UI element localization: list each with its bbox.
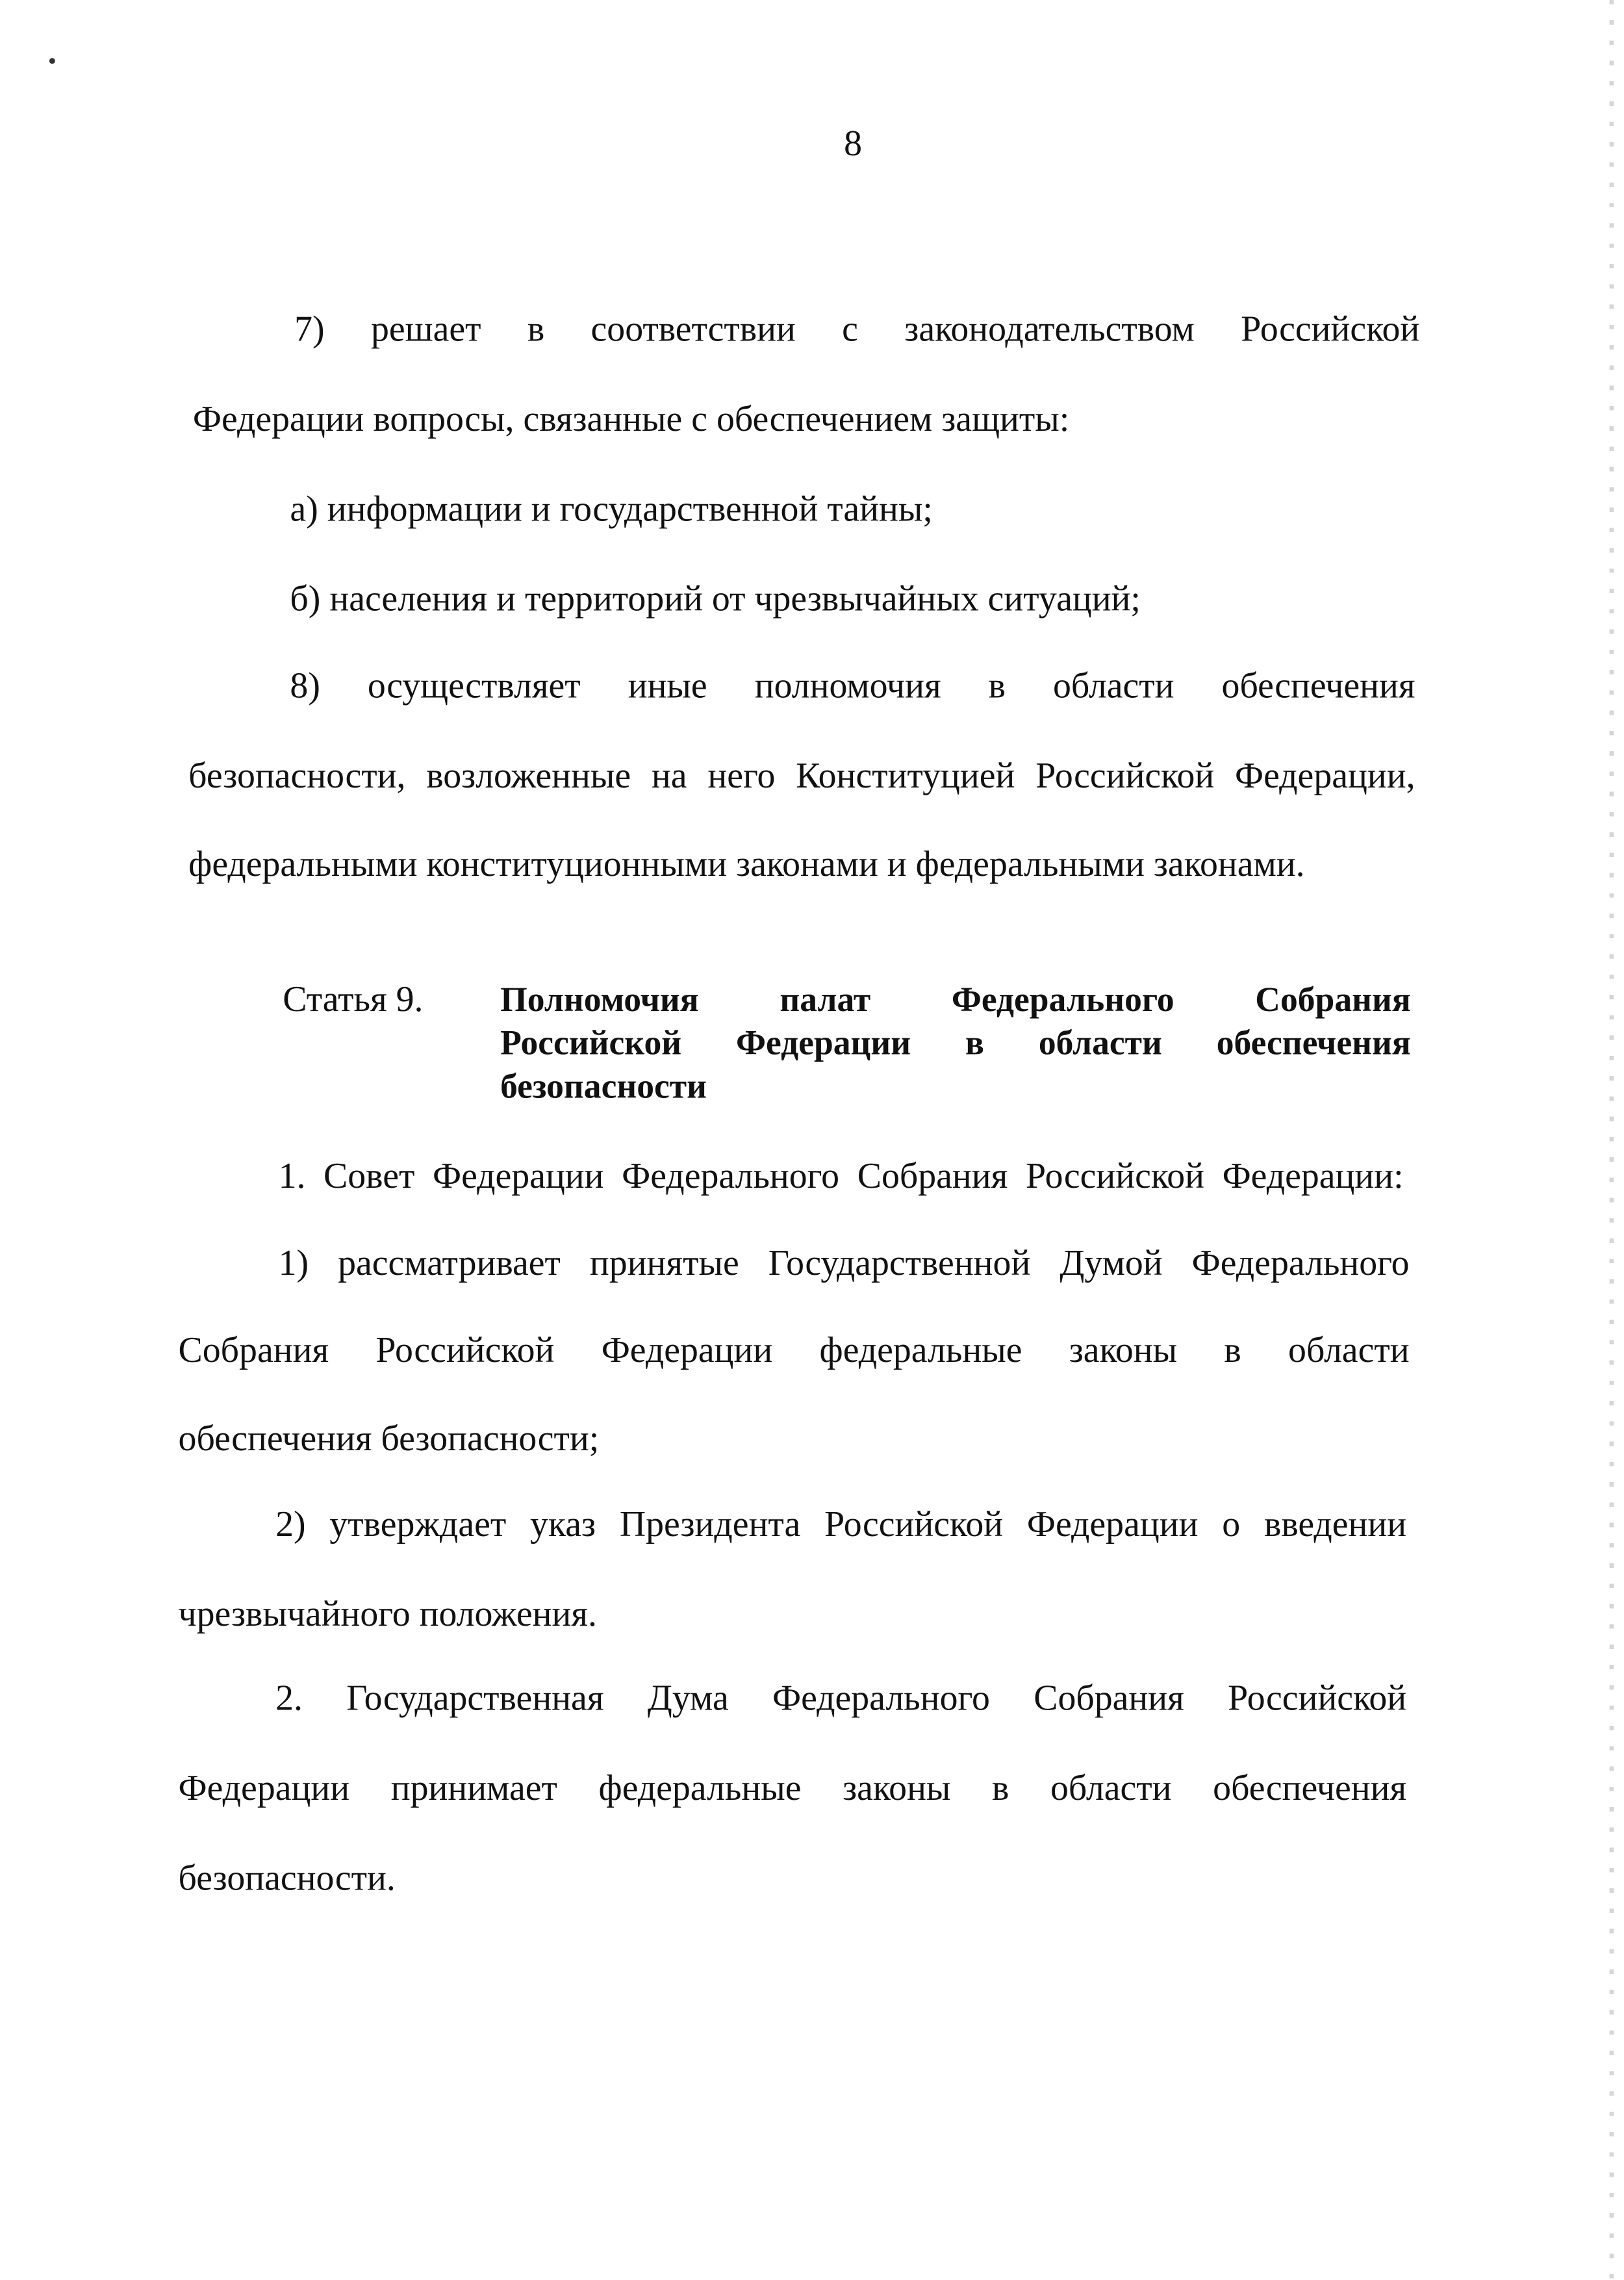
- article-title-line: Полномочия палат Федерального Собрания: [500, 982, 1411, 1020]
- paragraph-line: обеспечения безопасности;: [178, 1420, 600, 1459]
- article-title-line: Российской Федерации в области обеспечения: [500, 1025, 1411, 1064]
- paragraph-line: а) информации и государственной тайны;: [290, 490, 933, 530]
- article-title-line: безопасности: [500, 1069, 707, 1107]
- paragraph-line: Собрания Российской Федерации федеральные законы в области: [178, 1331, 1410, 1371]
- article-label: Статья 9.: [283, 980, 424, 1020]
- paragraph-line: федеральными конституционными законами и федеральными законами.: [188, 845, 1305, 885]
- paragraph-line: 2) утверждает указ Президента Российской Федерации о введении: [275, 1505, 1407, 1545]
- paragraph-line: 8) осуществляет иные полномочия в области обеспечения: [290, 667, 1415, 707]
- scan-speck: [49, 58, 55, 64]
- paragraph-line: б) населения и территорий от чрезвычайных ситуаций;: [290, 580, 1141, 620]
- paragraph-line: 7) решает в соответствии с законодательством Российской: [294, 310, 1420, 350]
- paragraph-line: безопасности, возложенные на него Конституцией Российской Федерации,: [188, 757, 1415, 797]
- paragraph-line: 1) рассматривает принятые Государственной Думой Федерального: [278, 1244, 1410, 1284]
- scan-edge-artifact: [1610, 0, 1614, 2280]
- paragraph-line: 1. Совет Федерации Федерального Собрания Российской Федерации:: [278, 1157, 1404, 1197]
- paragraph-line: чрезвычайного положения.: [178, 1595, 597, 1635]
- paragraph-line: 2. Государственная Дума Федерального Собрания Российской: [275, 1679, 1407, 1719]
- paragraph-line: Федерации принимает федеральные законы в области обеспечения: [178, 1769, 1407, 1809]
- paragraph-line: безопасности.: [178, 1859, 396, 1899]
- paragraph-line: Федерации вопросы, связанные с обеспечением защиты:: [192, 400, 1070, 440]
- page-number: 8: [844, 124, 862, 164]
